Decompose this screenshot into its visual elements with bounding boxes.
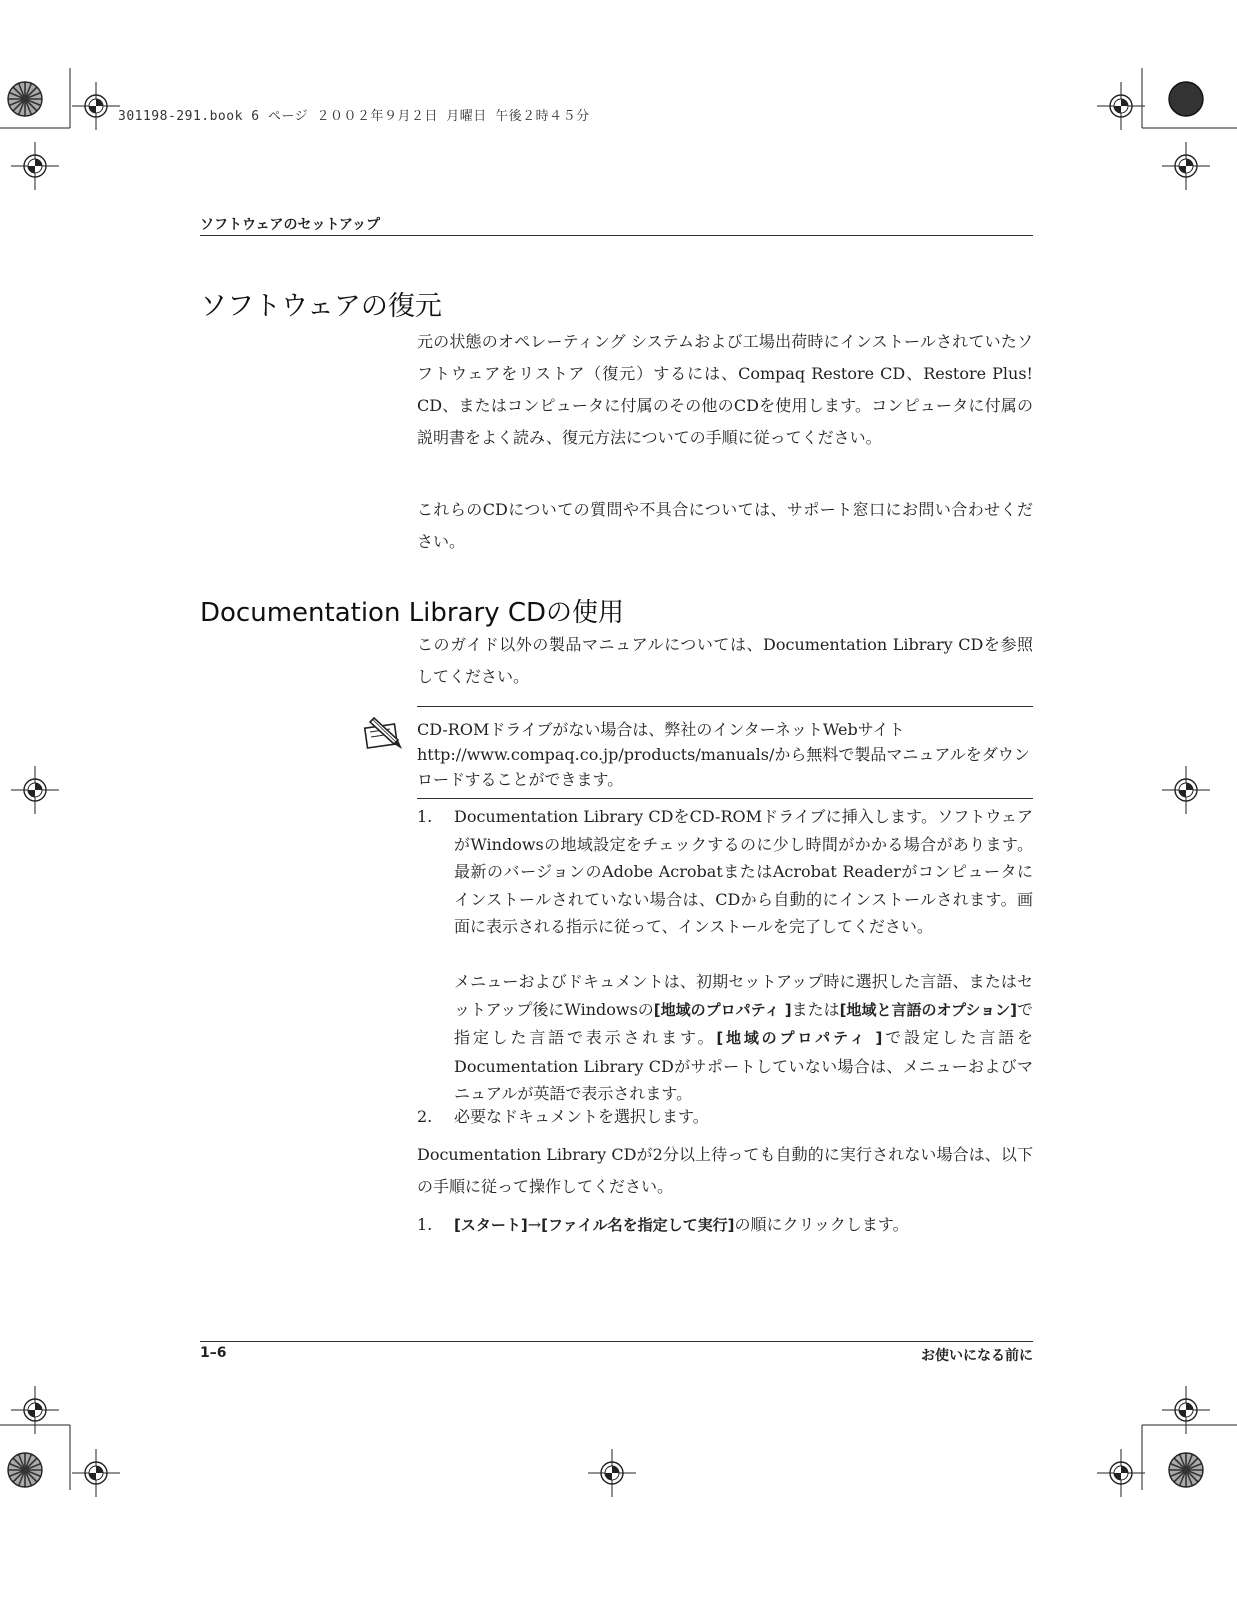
- step-1-sub-text: [454, 968, 1033, 1108]
- arrow-glyph: →: [527, 1215, 542, 1234]
- final-step-number: 1.: [417, 1215, 433, 1234]
- running-head: ソフトウェアのセットアップ: [200, 217, 381, 233]
- doclib-intro: このガイド以外の製品マニュアルについては、Documentation Library CDを参照してください。: [417, 635, 1033, 686]
- final-step-text: [454, 1211, 1033, 1240]
- note-line-2: http://www.compaq.co.jp/products/manuals/から無料で製品マニュアルをダウンロードすることができます。: [417, 745, 1030, 789]
- step-1-sub: [417, 968, 1033, 1108]
- ui-term-regional-properties-2: [地域のプロパティ ]: [716, 1029, 883, 1047]
- step-1-text: Documentation Library CDをCD-ROMドライブに挿入します。ソフトウェアがWindowsの地域設定をチェックするのに少し時間がかかる場合があります。最新のバージョンのAdobe AcrobatまたはAcrobat Readerがコンピュータにインストールされていない場合は、CDから自動的にインストールされます。画面に表示される指示に従って、インストールを完了してください。: [454, 807, 1033, 936]
- step-2-number: 2.: [417, 1107, 433, 1126]
- ui-term-regional-properties: [地域のプロパティ ]: [653, 1000, 792, 1019]
- header-rule: [200, 235, 1033, 236]
- final-step-1: [417, 1211, 1033, 1240]
- restore-paragraph-1: 元の状態のオペレーティング システムおよび工場出荷時にインストールされていたソフトウェアをリストア（復元）するには、Compaq Restore CD、Restore Plus! CD、またはコンピュータに付属のその他のCDを使用します。コンピュータに付属の説明書をよく読み、復元方法についての手順に従ってください。: [417, 332, 1033, 447]
- restore-paragraph-2: これらのCDについての質問や不具合については、サポート窓口にお問い合わせください。: [417, 500, 1033, 551]
- after-steps-paragraph: Documentation Library CDが2分以上待っても自動的に実行されない場合は、以下の手順に従って操作してください。: [417, 1145, 1033, 1196]
- final-step-rest: の順にクリックします。: [734, 1215, 909, 1234]
- ui-term-start: [スタート]: [454, 1216, 528, 1234]
- footer-rule: [200, 1341, 1033, 1342]
- step-1: [417, 803, 1033, 941]
- page-number: 1–6: [200, 1345, 227, 1361]
- step-2-text: 必要なドキュメントを選択します。: [454, 1107, 709, 1126]
- note-box: [417, 706, 1033, 799]
- footer-book-title: お使いになる前に: [921, 1348, 1033, 1364]
- sub-text-d: で指定した言語で表示されます。: [454, 999, 1033, 1047]
- section-title-doclib: Documentation Library CDの使用: [200, 598, 625, 628]
- pencil-note-icon: [360, 716, 404, 752]
- sub-text-e: で設定した言語をDocumentation Library CDがサポートしていない場合は、メニューおよびマニュアルが英語で表示されます。: [454, 1028, 1033, 1103]
- step-2: [417, 1103, 1033, 1131]
- step-1-number: 1.: [417, 807, 433, 826]
- note-line-1: CD-ROMドライブがない場合は、弊社のインターネットWebサイト: [417, 720, 905, 739]
- ui-term-run: [ファイル名を指定して実行]: [541, 1216, 735, 1234]
- sub-text-c: または: [791, 999, 840, 1019]
- sub-text-a: メニューおよびドキュメントは、初期セットアップ時に選択した言語、またはセットアップ後にWindowsの: [454, 972, 1033, 1019]
- book-info-slug: 301198-291.book 6 ページ ２００２年９月２日 月曜日 午後２時４５分: [118, 109, 590, 124]
- ui-term-regional-language-options: [地域と言語のオプション]: [839, 1000, 1017, 1019]
- section-title-restore: ソフトウェアの復元: [200, 291, 442, 322]
